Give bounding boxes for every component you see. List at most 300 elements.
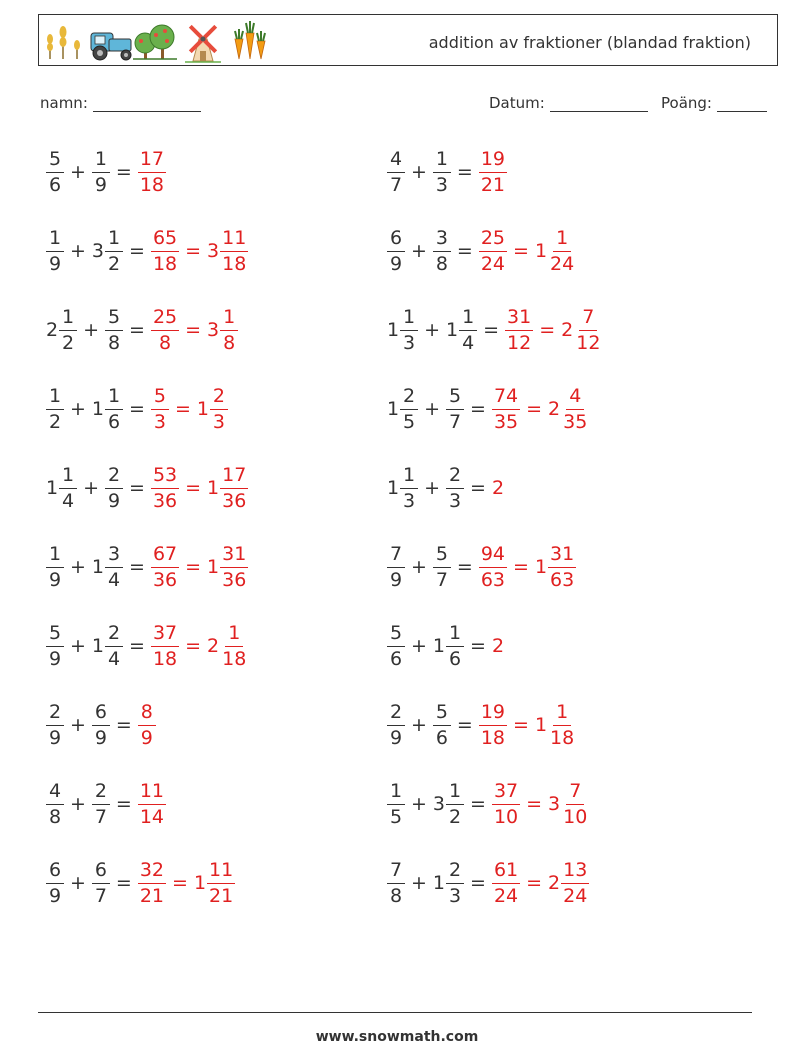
denominator: 14 — [139, 805, 165, 828]
mixed-number — [207, 542, 248, 591]
denominator: 7 — [389, 173, 403, 196]
denominator: 5 — [389, 805, 403, 828]
whole-part: 2 — [46, 319, 59, 341]
equals-sign: = — [185, 319, 202, 341]
fraction — [151, 305, 179, 354]
fraction — [138, 700, 156, 749]
mixed-number — [561, 305, 602, 354]
denominator: 9 — [94, 173, 107, 196]
fraction — [574, 305, 602, 354]
denominator: 24 — [493, 884, 519, 907]
denominator: 35 — [493, 410, 519, 433]
problem-item — [387, 537, 576, 597]
numerator: 2 — [446, 861, 464, 884]
numerator: 1 — [446, 782, 464, 805]
numerator: 1 — [225, 624, 243, 647]
numerator: 1 — [59, 308, 77, 331]
answer — [151, 463, 248, 512]
mixed-number — [387, 147, 405, 196]
fraction — [479, 226, 507, 275]
plus-sign: + — [411, 240, 427, 262]
fraction — [400, 384, 418, 433]
answer — [492, 477, 504, 499]
equals-sign: = — [129, 319, 145, 341]
mixed-number — [46, 858, 64, 907]
whole-part: 1 — [432, 635, 446, 657]
numerator: 5 — [446, 387, 464, 410]
numerator: 5 — [151, 387, 169, 410]
numerator: 1 — [459, 308, 477, 331]
mixed-number — [46, 147, 64, 196]
plus-sign: + — [411, 635, 427, 657]
mixed-number — [433, 700, 451, 749]
equals-sign: = — [115, 161, 132, 183]
whole-part: 1 — [534, 240, 548, 262]
denominator: 2 — [107, 252, 121, 275]
whole-part: 1 — [207, 556, 220, 578]
fraction — [505, 305, 533, 354]
problem-item — [46, 537, 248, 597]
problem-item — [46, 221, 248, 281]
denominator: 24 — [480, 252, 506, 275]
whole-part: 1 — [432, 872, 446, 894]
denominator: 63 — [550, 568, 575, 591]
answer — [492, 384, 589, 433]
denominator: 21 — [139, 884, 165, 907]
tractor-icon — [91, 33, 131, 60]
numerator: 6 — [92, 703, 110, 726]
numerator: 8 — [138, 703, 156, 726]
score-blank[interactable] — [717, 95, 767, 112]
denominator: 24 — [563, 884, 588, 907]
numerator: 37 — [151, 624, 179, 647]
numerator: 65 — [151, 229, 179, 252]
numerator: 17 — [220, 466, 248, 489]
mixed-number — [387, 858, 405, 907]
numerator: 2 — [46, 703, 64, 726]
numerator: 25 — [151, 308, 179, 331]
equals-sign: = — [483, 319, 500, 341]
mixed-number — [387, 305, 418, 354]
equals-sign: = — [470, 872, 486, 894]
mixed-number — [46, 542, 64, 591]
windmill-icon — [185, 25, 221, 62]
header-icons — [43, 19, 273, 63]
numerator: 5 — [433, 545, 451, 568]
denominator: 6 — [435, 726, 448, 749]
equals-sign: = — [470, 793, 486, 815]
numerator: 1 — [400, 466, 418, 489]
name-field[interactable] — [40, 94, 201, 112]
whole-part: 1 — [446, 319, 459, 341]
problem-item — [46, 774, 166, 834]
answer — [151, 384, 228, 433]
denominator: 9 — [107, 489, 121, 512]
numerator: 67 — [151, 545, 179, 568]
equals-sign: = — [513, 556, 529, 578]
mixed-number — [433, 542, 451, 591]
problem-item — [46, 695, 156, 755]
fraction — [220, 542, 248, 591]
numerator: 1 — [46, 545, 64, 568]
mixed-number — [91, 226, 123, 275]
footer-divider — [38, 1012, 752, 1013]
mixed-number — [91, 621, 123, 670]
answer-whole: 2 — [491, 635, 505, 657]
equals-sign: = — [456, 240, 473, 262]
denominator: 9 — [48, 252, 62, 275]
denominator: 36 — [152, 489, 178, 512]
problem-item — [387, 774, 589, 834]
mixed-number — [433, 147, 451, 196]
numerator: 1 — [105, 229, 123, 252]
denominator: 3 — [448, 489, 462, 512]
denominator: 12 — [507, 331, 532, 354]
mixed-number — [387, 542, 405, 591]
mixed-number — [193, 858, 235, 907]
fraction — [46, 542, 64, 591]
whole-part: 1 — [534, 714, 548, 736]
denominator: 63 — [480, 568, 506, 591]
name-blank[interactable] — [93, 95, 201, 112]
fraction — [446, 384, 464, 433]
mixed-number — [534, 542, 576, 591]
denominator: 3 — [153, 410, 166, 433]
numerator: 2 — [105, 466, 123, 489]
whole-part: 3 — [432, 793, 446, 815]
problem-item — [46, 142, 166, 202]
fraction — [561, 779, 589, 828]
plus-sign: + — [70, 635, 86, 657]
mixed-number — [432, 858, 464, 907]
equals-sign: = — [513, 240, 529, 262]
name-label: namn: — [40, 94, 88, 112]
mixed-number — [548, 858, 589, 907]
denominator: 9 — [389, 726, 403, 749]
denominator: 9 — [48, 884, 62, 907]
denominator: 21 — [480, 173, 506, 196]
date-field[interactable] — [489, 94, 648, 112]
mixed-number — [433, 226, 451, 275]
numerator: 17 — [138, 150, 166, 173]
numerator: 31 — [220, 545, 248, 568]
fraction — [459, 305, 477, 354]
fraction — [105, 226, 123, 275]
fraction — [387, 147, 405, 196]
fraction — [433, 147, 451, 196]
fraction — [387, 779, 405, 828]
mixed-number — [446, 463, 464, 512]
denominator: 9 — [48, 726, 62, 749]
equals-sign: = — [526, 398, 543, 420]
equals-sign: = — [129, 477, 145, 499]
plus-sign: + — [83, 477, 100, 499]
whole-part: 1 — [387, 319, 400, 341]
numerator: 6 — [46, 861, 64, 884]
plus-sign: + — [411, 556, 427, 578]
answer — [492, 779, 589, 828]
answer — [138, 147, 166, 196]
answer — [151, 542, 248, 591]
denominator: 35 — [563, 410, 588, 433]
denominator: 10 — [563, 805, 588, 828]
mixed-number — [387, 621, 405, 670]
denominator: 9 — [389, 252, 403, 275]
equals-sign: = — [456, 556, 473, 578]
answer — [151, 226, 248, 275]
fraction — [548, 542, 576, 591]
answer-whole: 2 — [491, 477, 505, 499]
numerator: 5 — [46, 624, 64, 647]
denominator: 8 — [389, 884, 403, 907]
fraction — [46, 384, 64, 433]
equals-sign: = — [129, 635, 145, 657]
denominator: 8 — [158, 331, 172, 354]
numerator: 1 — [220, 308, 238, 331]
equals-sign: = — [456, 714, 473, 736]
footer-url: www.snowmath.com — [315, 1029, 479, 1045]
wheat-icon — [47, 26, 80, 59]
mixed-number — [46, 226, 64, 275]
numerator: 1 — [92, 150, 110, 173]
numerator: 94 — [479, 545, 507, 568]
problem-item — [387, 142, 507, 202]
equals-sign: = — [129, 556, 145, 578]
mixed-number — [207, 463, 248, 512]
numerator: 1 — [433, 150, 451, 173]
fraction — [59, 305, 77, 354]
fraction — [46, 226, 64, 275]
problem-item — [387, 853, 589, 913]
numerator: 31 — [505, 308, 533, 331]
fraction — [105, 305, 123, 354]
fraction — [446, 779, 464, 828]
numerator: 6 — [387, 229, 405, 252]
fraction — [220, 226, 248, 275]
mixed-number — [207, 305, 238, 354]
mixed-number — [207, 621, 248, 670]
mixed-number — [432, 779, 464, 828]
numerator: 2 — [400, 387, 418, 410]
fraction — [561, 858, 589, 907]
numerator: 74 — [492, 387, 520, 410]
mixed-number — [46, 463, 77, 512]
denominator: 6 — [448, 647, 462, 670]
denominator: 9 — [389, 568, 403, 591]
denominator: 6 — [389, 647, 403, 670]
denominator: 18 — [139, 173, 165, 196]
numerator: 4 — [566, 387, 584, 410]
numerator: 32 — [138, 861, 166, 884]
date-label: Datum: — [489, 94, 545, 112]
mixed-number — [92, 779, 110, 828]
whole-part: 1 — [207, 477, 220, 499]
equals-sign: = — [470, 635, 486, 657]
fraction — [400, 463, 418, 512]
mixed-number — [105, 463, 123, 512]
fraction — [92, 779, 110, 828]
numerator: 2 — [387, 703, 405, 726]
denominator: 5 — [403, 410, 416, 433]
denominator: 6 — [107, 410, 121, 433]
fraction — [151, 542, 179, 591]
answer — [138, 858, 235, 907]
score-field[interactable] — [661, 94, 767, 112]
carrots-icon — [235, 21, 265, 59]
fraction — [548, 700, 576, 749]
problem-item — [46, 458, 248, 518]
equals-sign: = — [185, 477, 202, 499]
score-label: Poäng: — [661, 94, 712, 112]
problem-item — [46, 300, 238, 360]
equals-sign: = — [185, 556, 202, 578]
numerator: 5 — [387, 624, 405, 647]
plus-sign: + — [411, 714, 427, 736]
numerator: 4 — [46, 782, 64, 805]
fraction — [492, 779, 520, 828]
equals-sign: = — [185, 240, 202, 262]
plus-sign: + — [70, 793, 86, 815]
problem-item — [387, 221, 576, 281]
fraction — [210, 384, 228, 433]
fraction — [400, 305, 418, 354]
fraction — [492, 384, 520, 433]
fraction — [46, 858, 64, 907]
denominator: 18 — [550, 726, 575, 749]
denominator: 7 — [435, 568, 448, 591]
mixed-number — [46, 384, 64, 433]
numerator: 1 — [553, 703, 571, 726]
mixed-number — [207, 226, 248, 275]
denominator: 3 — [448, 884, 462, 907]
numerator: 19 — [479, 150, 507, 173]
equals-sign: = — [174, 398, 191, 420]
plus-sign: + — [424, 398, 441, 420]
whole-part: 1 — [91, 398, 105, 420]
plus-sign: + — [70, 714, 86, 736]
fraction — [46, 700, 64, 749]
numerator: 1 — [446, 624, 464, 647]
mixed-number — [92, 858, 110, 907]
whole-part: 3 — [207, 240, 220, 262]
denominator: 10 — [493, 805, 519, 828]
numerator: 2 — [105, 624, 123, 647]
equals-sign: = — [513, 714, 529, 736]
plus-sign: + — [411, 793, 427, 815]
mixed-number — [387, 779, 405, 828]
fraction — [138, 779, 166, 828]
denominator: 8 — [107, 331, 121, 354]
denominator: 8 — [223, 331, 236, 354]
fraction — [479, 147, 507, 196]
equals-sign: = — [129, 240, 145, 262]
problem-item — [387, 379, 589, 439]
header-box — [38, 14, 778, 66]
numerator: 37 — [492, 782, 520, 805]
denominator: 8 — [435, 252, 448, 275]
fraction — [151, 621, 179, 670]
numerator: 11 — [220, 229, 248, 252]
denominator: 4 — [62, 489, 75, 512]
whole-part: 1 — [196, 398, 209, 420]
plus-sign: + — [411, 872, 427, 894]
numerator: 61 — [492, 861, 520, 884]
fraction — [387, 226, 405, 275]
whole-part: 3 — [91, 240, 105, 262]
denominator: 18 — [152, 252, 178, 275]
numerator: 7 — [566, 782, 584, 805]
answer — [479, 700, 576, 749]
numerator: 1 — [553, 229, 571, 252]
mixed-number — [46, 621, 64, 670]
numerator: 11 — [207, 861, 235, 884]
whole-part: 1 — [91, 556, 105, 578]
denominator: 7 — [94, 884, 107, 907]
fraction — [220, 305, 238, 354]
denominator: 4 — [107, 647, 121, 670]
numerator: 3 — [105, 545, 123, 568]
equals-sign: = — [526, 793, 543, 815]
equals-sign: = — [470, 477, 486, 499]
equals-sign: = — [526, 872, 543, 894]
fraction — [387, 700, 405, 749]
fraction — [207, 858, 235, 907]
plus-sign: + — [70, 398, 86, 420]
fraction — [138, 858, 166, 907]
fraction — [105, 384, 123, 433]
whole-part: 3 — [548, 793, 561, 815]
denominator: 9 — [94, 726, 107, 749]
numerator: 53 — [151, 466, 179, 489]
numerator: 1 — [46, 229, 64, 252]
denominator: 18 — [480, 726, 506, 749]
denominator: 18 — [152, 647, 178, 670]
denominator: 36 — [222, 489, 247, 512]
whole-part: 1 — [193, 872, 207, 894]
numerator: 1 — [105, 387, 123, 410]
fraction — [46, 621, 64, 670]
mixed-number — [387, 700, 405, 749]
plus-sign: + — [70, 872, 86, 894]
date-blank[interactable] — [550, 95, 648, 112]
problem-item — [46, 853, 235, 913]
fraction — [46, 779, 64, 828]
fraction — [446, 463, 464, 512]
mixed-number — [92, 700, 110, 749]
whole-part: 2 — [561, 319, 574, 341]
denominator: 21 — [209, 884, 234, 907]
mixed-number — [46, 700, 64, 749]
denominator: 18 — [222, 647, 247, 670]
numerator: 5 — [46, 150, 64, 173]
numerator: 25 — [479, 229, 507, 252]
plus-sign: + — [70, 556, 86, 578]
numerator: 1 — [400, 308, 418, 331]
plus-sign: + — [424, 477, 441, 499]
plus-sign: + — [70, 161, 86, 183]
mixed-number — [91, 542, 123, 591]
numerator: 7 — [387, 545, 405, 568]
whole-part: 1 — [91, 635, 105, 657]
equals-sign: = — [470, 398, 486, 420]
fraction — [387, 621, 405, 670]
denominator: 3 — [212, 410, 225, 433]
numerator: 7 — [387, 861, 405, 884]
numerator: 5 — [105, 308, 123, 331]
mixed-number — [46, 305, 77, 354]
fraction — [105, 463, 123, 512]
answer — [479, 147, 507, 196]
